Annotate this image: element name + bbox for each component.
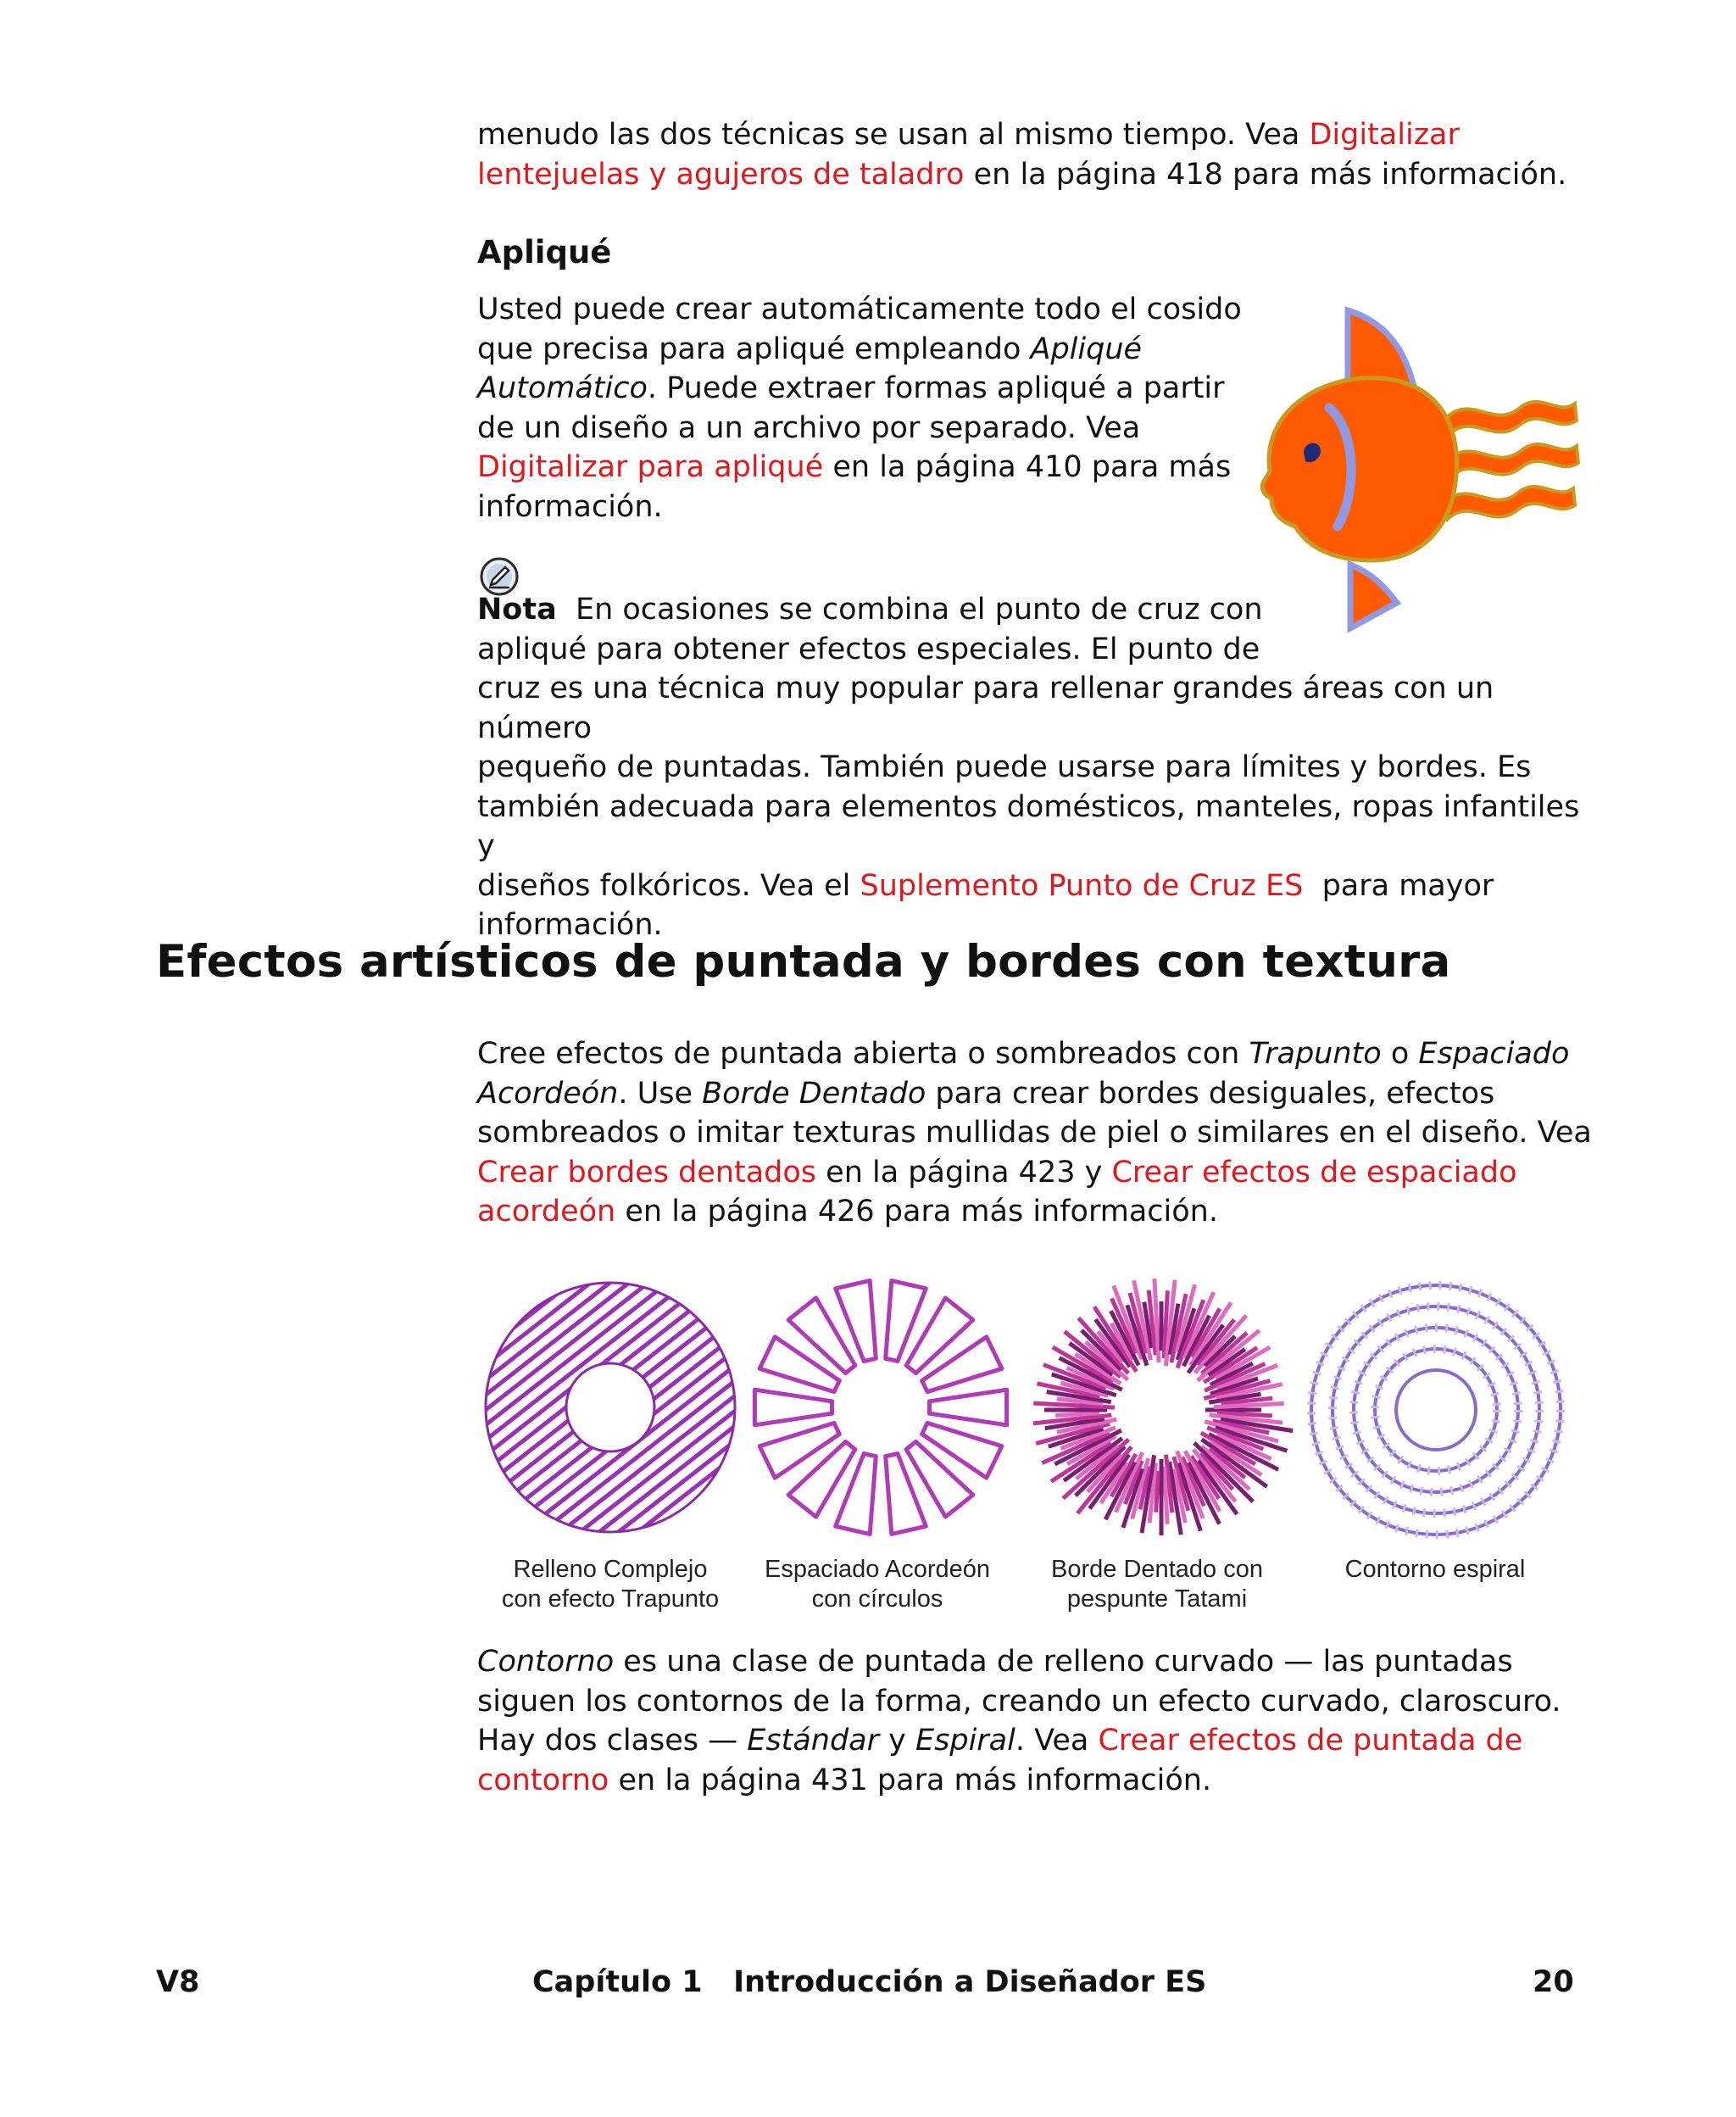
aplique-line-1: Usted puede crear automáticamente todo el cosido: [477, 292, 1242, 326]
p1-term-trapunto: Trapunto: [1249, 1037, 1382, 1071]
p1-line-3: sombreados o imitar texturas mullidas de piel o similares en el diseño. Vea: [477, 1116, 1592, 1150]
p2-text-3a: Hay dos clases —: [477, 1724, 748, 1758]
jagged-stitch: [1055, 1413, 1099, 1416]
link-crear-efectos-espaciado[interactable]: Crear efectos de espaciado: [1111, 1155, 1517, 1189]
p2-term-espiral: Espiral: [915, 1724, 1015, 1758]
link-crear-bordes-dentados[interactable]: Crear bordes dentados: [477, 1155, 817, 1189]
note-line-6b: para mayor: [1303, 868, 1494, 903]
p1-text-2b: . Use: [618, 1076, 703, 1111]
stitch-effects-figure: [481, 1270, 1575, 1541]
intro-paragraph: [477, 115, 1579, 194]
link-digitalizar-aplique[interactable]: Digitalizar para apliqué: [477, 450, 824, 484]
p2-line-2: siguen los contornos de la forma, creando un efecto curvado, claroscuro.: [477, 1684, 1561, 1719]
caption-jagged-line-1: Borde Dentado con: [1051, 1556, 1263, 1583]
link-digitalizar-lentejuelas[interactable]: Digitalizar: [1309, 118, 1460, 152]
aplique-line-6: información.: [477, 489, 663, 524]
caption-accordion-line-1: Espaciado Acordeón: [764, 1556, 991, 1583]
p2-text-4b: en la página 431 para más información.: [609, 1763, 1212, 1797]
p2-text-3e: . Vea: [1015, 1724, 1099, 1758]
link-lentejuelas-agujeros[interactable]: lentejuelas y agujeros de taladro: [477, 157, 965, 192]
fish-applique-image: [1253, 302, 1583, 638]
caption-spiral: [1308, 1555, 1562, 1585]
accordion-segment: [760, 1423, 839, 1478]
p1-text-1c: o: [1381, 1037, 1419, 1071]
caption-jagged-line-2: pespunte Tatami: [1066, 1585, 1248, 1613]
note-line-7: información.: [477, 908, 663, 942]
aplique-paragraph: [477, 290, 1257, 526]
note-line-4: pequeño de puntadas. También puede usarse para límites y bordes. Es: [477, 750, 1532, 784]
section-paragraph-2: [477, 1642, 1596, 1800]
p2-text-1b: es una clase de puntada de relleno curvado — las puntadas: [614, 1645, 1513, 1679]
link-suplemento-punto-cruz[interactable]: Suplemento Punto de Cruz ES: [860, 868, 1304, 903]
note-paragraph: [477, 590, 1588, 945]
aplique-line-5b: en la página 410 para más: [823, 450, 1232, 484]
caption-trapunto-line-2: con efecto Trapunto: [501, 1585, 720, 1613]
note-line-2: apliqué para obtener efectos especiales. El punto de: [477, 632, 1260, 666]
accordion-segment: [886, 1454, 926, 1535]
contour-spiral-image: [1311, 1285, 1561, 1535]
p1-text-4b: en la página 423 y: [816, 1155, 1112, 1189]
note-line-3: cruz es una técnica muy popular para rellenar grandes áreas con un número: [477, 671, 1494, 745]
accordion-segment: [886, 1281, 926, 1362]
caption-accordion-line-2: con círculos: [811, 1585, 943, 1613]
p1-text-1a: Cree efectos de puntada abierta o sombreados con: [477, 1037, 1249, 1071]
note-label: Nota: [477, 593, 557, 627]
note-line-6a: diseños folkóricos. Vea el: [477, 868, 860, 903]
caption-spiral-line-1: Contorno espiral: [1344, 1556, 1526, 1583]
accordion-segment: [754, 1390, 832, 1425]
aplique-heading: Apliqué: [477, 234, 612, 270]
aplique-line-2a: que precisa para apliqué empleando: [477, 331, 1031, 366]
accordion-segment: [930, 1390, 1007, 1425]
accordion-segment: [836, 1281, 876, 1362]
link-crear-efectos-contorno[interactable]: Crear efectos de puntada de: [1098, 1724, 1523, 1758]
p2-term-contorno: Contorno: [477, 1645, 615, 1679]
trapunto-ring-image: [486, 1283, 735, 1532]
jagged-edge-image: [1033, 1279, 1293, 1535]
caption-accordion: [750, 1555, 1004, 1614]
accordion-segment: [836, 1454, 876, 1535]
caption-trapunto-line-1: Relleno Complejo: [513, 1556, 708, 1583]
p1-term-espaciado: Espaciado: [1418, 1037, 1570, 1071]
p2-text-3c: y: [879, 1724, 915, 1758]
accordion-segment: [922, 1423, 1002, 1478]
section-heading: Efectos artísticos de puntada y bordes con textura: [156, 936, 1451, 988]
footer-chapter-title: Capítulo 1 Introducción a Diseñador ES: [532, 1965, 1207, 1999]
note-line-5: también adecuada para elementos domésticos, manteles, ropas infantiles y: [477, 789, 1580, 863]
section-paragraph-1: [477, 1034, 1596, 1232]
caption-trapunto: [483, 1555, 737, 1614]
aplique-line-4: de un diseño a un archivo por separado. Vea: [477, 410, 1141, 445]
aplique-term-automatico: Automático: [477, 371, 648, 405]
intro-text-2: en la página 418 para más información.: [964, 157, 1567, 192]
note-line-1: En ocasiones se combina el punto de cruz con: [575, 593, 1263, 627]
aplique-term-aplique: Apliqué: [1030, 331, 1143, 366]
p1-term-acordeon: Acordeón: [477, 1076, 619, 1111]
accordion-segment: [922, 1337, 1002, 1392]
aplique-line-3b: . Puede extraer formas apliqué a partir: [647, 371, 1225, 405]
p1-text-2d: para crear bordes desiguales, efectos: [926, 1076, 1495, 1111]
intro-text-1: menudo las dos técnicas se usan al mismo tiempo. Vea: [477, 118, 1310, 152]
link-acordeon[interactable]: acordeón: [477, 1195, 616, 1228]
footer-page-number: 20: [1533, 1965, 1574, 1999]
accordion-segment: [760, 1337, 839, 1392]
p1-text-5b: en la página 426 para más información.: [615, 1195, 1218, 1228]
accordion-circle-image: [754, 1281, 1006, 1535]
p1-term-borde-dentado: Borde Dentado: [702, 1076, 926, 1111]
p2-term-estandar: Estándar: [747, 1724, 880, 1758]
footer-version: V8: [156, 1965, 200, 1999]
caption-jagged: [1030, 1555, 1284, 1614]
link-contorno[interactable]: contorno: [477, 1763, 609, 1797]
